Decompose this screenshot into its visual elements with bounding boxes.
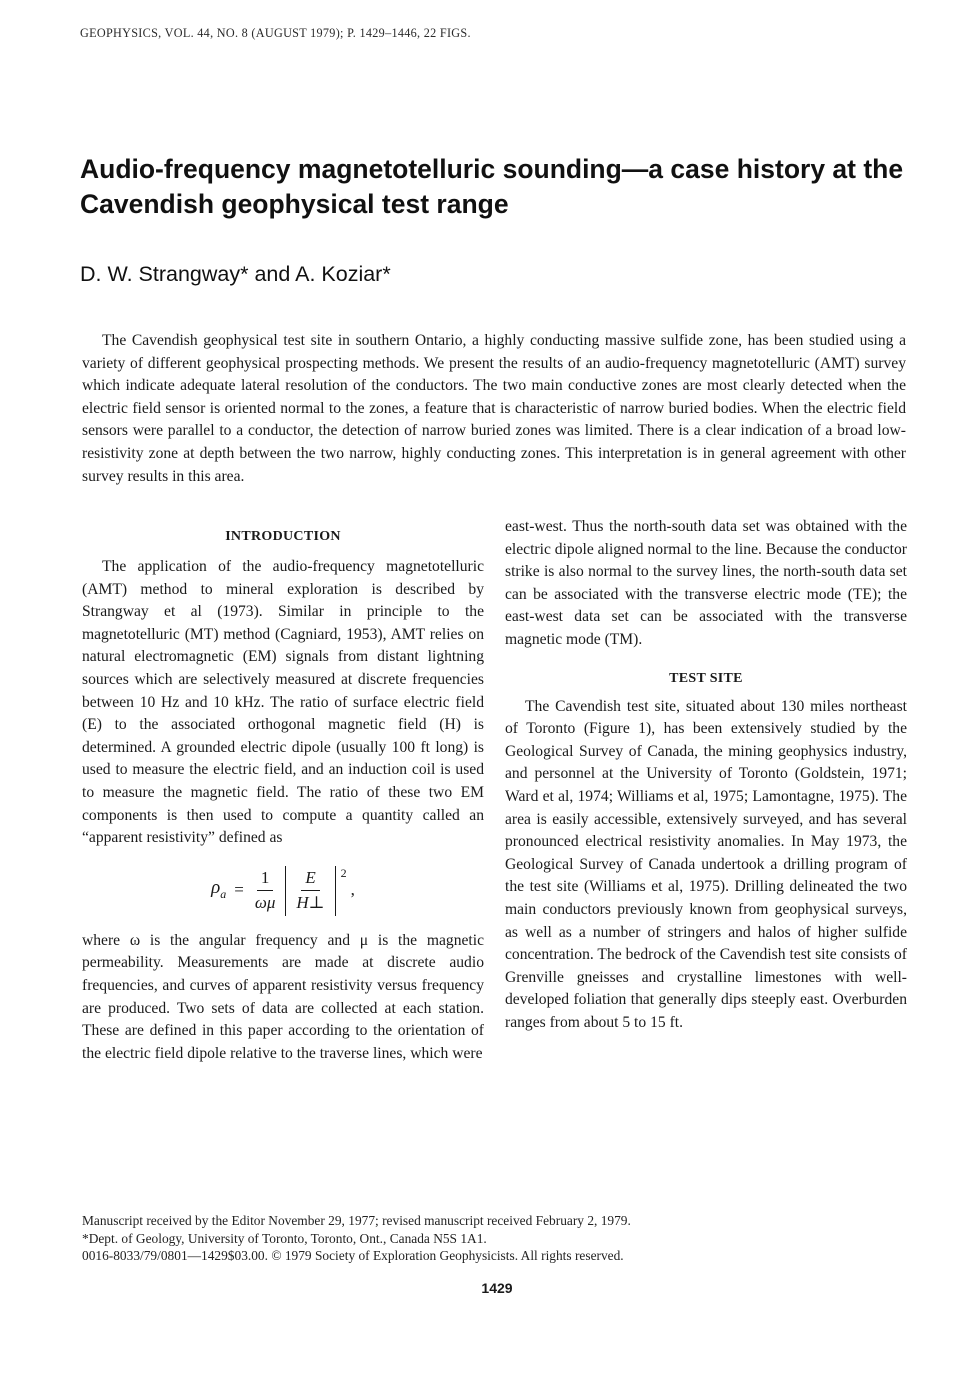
left-column [82, 516, 484, 1065]
running-head: GEOPHYSICS, VOL. 44, NO. 8 (AUGUST 1979); P. 1429–1446, 22 FIGS. [80, 26, 471, 40]
section-heading-test-site: TEST SITE [669, 670, 743, 686]
footnote-received: Manuscript received by the Editor November 29, 1977; revised manuscript received February 2, 1979. [82, 1213, 631, 1228]
test-site-paragraph: The Cavendish test site, situated about 130 miles northeast of Toronto (Figure 1), has been extensively studied by the Geological Survey of Canada, the mining geophysics industry, and personnel at the University of Toronto (Goldstein, 1971; Ward et al, 1974; Williams et al, 1975; Lamontagne, 1975). The area is easily accessible, extensively surveyed, and has several pronounced electrical resistivity anomalies. In May 1973, the Geological Survey of Canada undertook a drilling program of the test site (Williams et al, 1975). Drilling delineated the two main conductors previously known from geophysical surveys, as well as a number of stringers and halos of higher sulfide concentration. The bedrock of the Cavendish test site consists of Grenville gneisses and crystalline limestones with well-developed foliation that generally dips steeply east. Overburden ranges from about 5 to 15 ft. [505, 697, 907, 1031]
equation-fraction-2: $\frac{E}{H\perp}$ [296, 868, 325, 913]
introduction-paragraph-2: where ω is the angular frequency and μ is the magnetic permeability. Measurements are made at discrete audio frequencies, and curves of apparent resistivity versus frequency are produced. Two sets of data are collected at each station. These are defined in this paper according to the orientation of the electric field dipole relative to the traverse lines, which were [82, 931, 484, 1062]
section-heading-introduction: INTRODUCTION [225, 529, 341, 544]
right-column [505, 516, 907, 1034]
abs-bar-left [285, 866, 286, 916]
article-title: Audio-frequency magnetotelluric sounding—a case history at the Cavendish geophysical test range [80, 154, 904, 219]
introduction-paragraph-1: The application of the audio-frequency magnetotelluric (AMT) method to mineral exploration is described by Strangway et al (1973). Similar in principle to the magnetotelluric (MT) method (Cagniard, 1953), AMT relies on natural electromagnetic (EM) signals from distant lightning sources which are selectively measured at discrete frequencies between 10 Hz and 10 kHz. The ratio of surface electric field (E) to the associated orthogonal magnetic field (H) is determined. A grounded electric dipole (usually 100 ft long) is used to measure the electric field, and an induction coil is used to measure the magnetic field. The ratio of these two EM components is then used to compute a quantity called an “apparent resistivity” defined as [82, 558, 484, 847]
footnote-copyright: 0016-8033/79/0801—1429$03.00. © 1979 Society of Exploration Geophysicists. All rights reserved. [82, 1248, 624, 1263]
apparent-resistivity-equation [82, 860, 484, 922]
page-number: 1429 [481, 1280, 513, 1296]
equation-comma: , [350, 880, 355, 900]
authors: D. W. Strangway* and A. Koziar* [80, 262, 391, 286]
equation-lhs: $\rho_a$ [211, 876, 227, 901]
equation-equals: = [234, 880, 244, 900]
abs-bar-right [335, 866, 336, 916]
footnotes [82, 1212, 902, 1265]
equation-fraction-1: $\frac{1}{\omega\mu}$ [254, 868, 276, 913]
introduction-paragraph-3: east-west. Thus the north-south data set was obtained with the electric dipole aligned normal to the line. Because the conductor strike is also normal to the survey lines, the north-south data set can be associated with the transverse electric mode (TE); the east-west data set can be associated with the transverse magnetic mode (TM). [505, 518, 907, 648]
abstract: The Cavendish geophysical test site in southern Ontario, a highly conducting massive sulfide zone, has been studied using a variety of different geophysical prospecting methods. We present the results of an audio-frequency magnetotelluric (AMT) survey which indicate adequate lateral resolution of the conductors. The two main conductive zones are most clearly detected when the electric field sensor is oriented normal to the zones, a feature that is characteristic of narrow buried bodies. When the electric field sensors were parallel to a conductor, the detection of narrow buried zones was limited. There is a clear indication of a broad low-resistivity zone at depth between the two narrow, highly conducting zones. This interpretation is in general agreement with other survey results in this area. [82, 332, 906, 485]
equation-exponent: 2 [340, 865, 347, 880]
page-number-container [0, 1280, 978, 1296]
footnote-affiliation: *Dept. of Geology, University of Toronto, Toronto, Ont., Canada N5S 1A1. [82, 1230, 487, 1246]
